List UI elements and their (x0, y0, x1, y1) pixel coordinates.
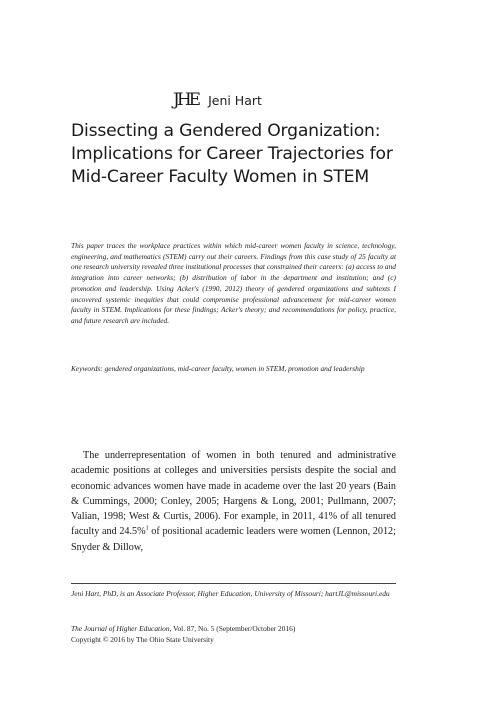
title-line: Mid-Career Faculty Women in STEM (71, 167, 369, 187)
journal-issue: Vol. 87, No. 5 (September/October 2016) (171, 624, 296, 633)
body-paragraph (71, 448, 396, 555)
body-text-part: The underrepresentation of women in both tenured and administrative academic positions at colleges and universities persists despite the social and economic advances women have made in academe over the last 20 years (Bain & Cummings, 2000; Conley, 2005; Hargens & Long, 2001; Pullmann, 2007; Valian, 1998; West & Curtis, 2006). For example, in 2011, 41% of all tenured faculty and 24.5% (71, 450, 396, 538)
abstract: This paper traces the workplace practices within which mid-career women faculty in science, technology, engineering, and mathematics (STEM) carry out their careers. Findings from this case study of 25 faculty at one research university revealed three institutional processes that constrained their careers: (a) access to and integration into career networks; (b) distribution of labor in the department and institution; and (c) promotion and leadership. Using Acker's (1990, 2012) theory of gendered organizations and subtexts I uncovered systemic inequities that could compromise professional advancement for mid-career women faculty in STEM. Implications for these findings; Acker's theory; and recommendations for policy, practice, and future research are included. (71, 241, 396, 325)
footnote-divider (71, 583, 396, 584)
journal-logo: JHE (173, 89, 199, 110)
article-title (71, 120, 431, 189)
body-text-part: of positional academic leaders were women (Lennon, 2012; Snyder & Dillow, (71, 526, 396, 553)
journal-name: The Journal of Higher Education, (71, 624, 172, 633)
title-line: Implications for Career Trajectories for (71, 144, 393, 164)
author-name: Jeni Hart (208, 92, 262, 108)
journal-citation (71, 624, 411, 635)
author-header (173, 90, 262, 110)
copyright: Copyright © 2016 by The Ohio State University (71, 634, 214, 644)
title-line: Dissecting a Gendered Organization: (71, 121, 381, 141)
keywords: Keywords: gendered organizations, mid-career faculty, women in STEM, promotion and leadership (71, 364, 365, 373)
journal-info (71, 624, 411, 645)
footnote-marker: 1 (145, 526, 149, 533)
author-affiliation: Jeni Hart, PhD, is an Associate Professor, Higher Education, University of Missouri; hartJL@missouri.edu (71, 589, 390, 598)
